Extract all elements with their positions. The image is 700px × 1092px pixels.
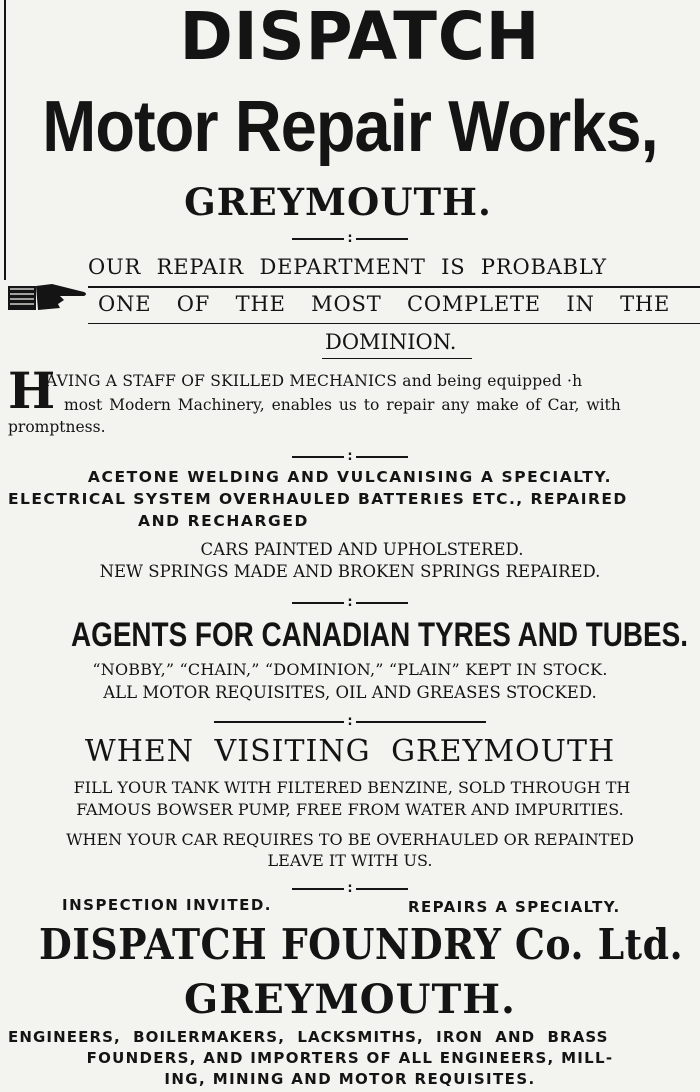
staff-dropcap: H [8,361,56,420]
visiting-title: WHEN VISITING GREYMOUTH [84,734,616,769]
ornament-divider: : [0,228,700,247]
repair-dept-rule-top [88,286,700,288]
services-line-3: AND RECHARGED [138,512,310,530]
ornament-divider: : [0,711,700,730]
staff-line-2: most Modern Machinery, enables us to repair any make of Car, with [64,396,621,414]
footer-town: GREYMOUTH. [184,976,516,1023]
staff-line-3: promptness. [8,418,106,436]
footer-repairs: REPAIRS A SPECIALTY. [408,898,621,916]
visiting-line-2: FAMOUS BOWSER PUMP, FREE FROM WATER AND IMPURITIES. [76,800,624,819]
services-line-2: ELECTRICAL SYSTEM OVERHAULED BATTERIES ETC., REPAIRED [8,490,628,508]
services-line-1: ACETONE WELDING AND VULCANISING A SPECIALTY. [87,468,613,486]
footer-line-2: FOUNDERS, AND IMPORTERS OF ALL ENGINEERS, MILL- [86,1049,614,1067]
footer-company: DISPATCH FOUNDRY Co. Ltd. [39,920,684,969]
ornament-divider: : [0,446,700,465]
header-town: GREYMOUTH. [184,180,492,224]
footer-line-1: ENGINEERS, BOILERMAKERS, LACKSMITHS, IRON AND BRASS [8,1028,609,1046]
staff-line-1: AVING A STAFF OF SKILLED MECHANICS and being equipped ·h [46,372,583,390]
services-line-5: NEW SPRINGS MADE AND BROKEN SPRINGS REPAIRED. [99,562,601,581]
header-title: Motor Repair Works, [42,87,658,167]
header-brand: DISPATCH [179,0,541,75]
agents-title: AGENTS FOR CANADIAN TYRES AND TUBES. [71,616,688,654]
visiting-line-3: WHEN YOUR CAR REQUIRES TO BE OVERHAULED OR REPAINTED [66,830,634,849]
repair-dept-line-1: OUR REPAIR DEPARTMENT IS PROBABLY [88,255,607,279]
ornament-divider: : [0,878,700,897]
pointing-hand-icon [8,280,88,314]
agents-line-1: “NOBBY,” “CHAIN,” “DOMINION,” “PLAIN” KEPT IN STOCK. [92,660,608,679]
services-line-4: CARS PAINTED AND UPHOLSTERED. [200,540,524,559]
repair-dept-line-3: DOMINION. [325,330,457,354]
footer-inspection: INSPECTION INVITED. [62,896,272,914]
repair-dept-line-2: ONE OF THE MOST COMPLETE IN THE [98,292,671,316]
agents-line-2: ALL MOTOR REQUISITES, OIL AND GREASES STOCKED. [103,683,597,702]
repair-dept-rule-under [322,358,472,359]
repair-dept-rule-bottom [88,323,700,324]
ornament-divider: : [0,592,700,611]
visiting-line-1: FILL YOUR TANK WITH FILTERED BENZINE, SOLD THROUGH TH [73,778,631,797]
visiting-line-4: LEAVE IT WITH US. [267,851,433,870]
footer-line-3: ING, MINING AND MOTOR REQUISITES. [164,1070,536,1088]
